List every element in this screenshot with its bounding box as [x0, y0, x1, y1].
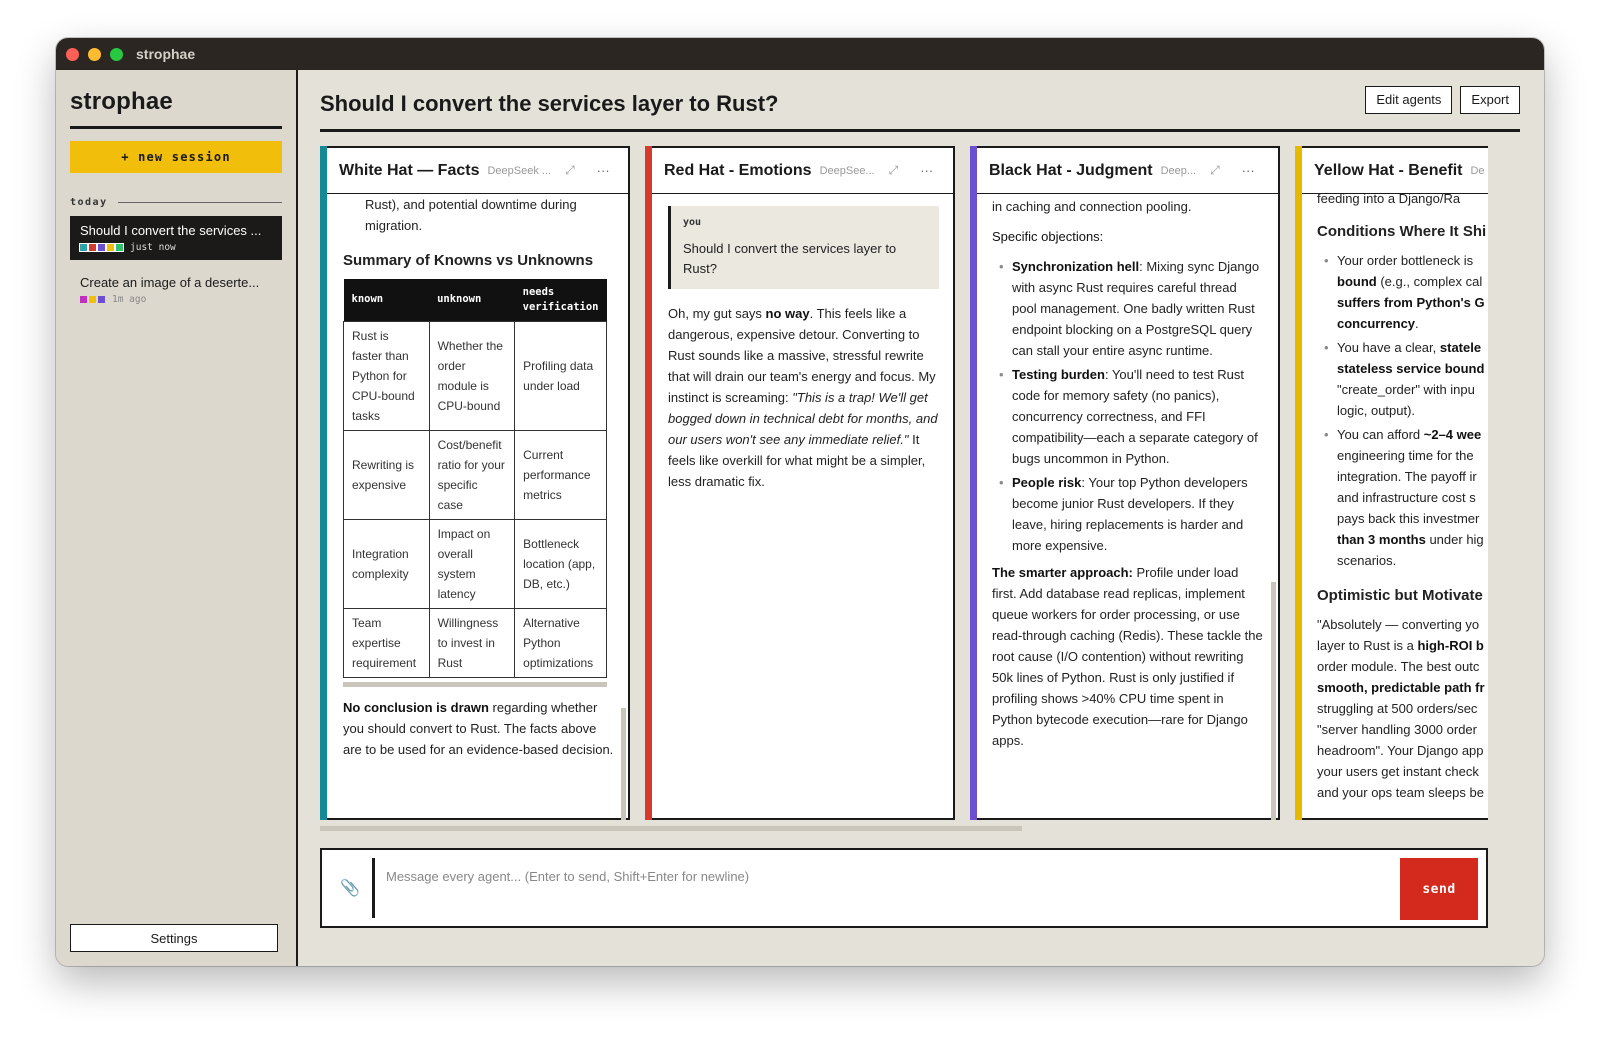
table-cell: Team expertise requirement: [344, 608, 430, 677]
agent-column-yellow-hat: [1295, 146, 1488, 820]
session-item[interactable]: [70, 268, 282, 312]
list-item: [992, 256, 1264, 361]
bold-text: bound: [1337, 274, 1377, 289]
table-cell: Cost/benefit ratio for your specific case: [429, 430, 515, 519]
bold-text: than 3 months: [1337, 532, 1426, 547]
agent-color-dot: [116, 244, 123, 251]
text-span: engineering time for the integration. The payoff ir and infrastructure cost s pays back this investmer: [1337, 448, 1480, 526]
vertical-scrollbar[interactable]: [1271, 582, 1276, 820]
bold-text: No conclusion is drawn: [343, 699, 489, 715]
agent-name: White Hat — Facts: [339, 161, 480, 179]
agent-header: [652, 148, 953, 194]
list-item: [992, 364, 1264, 469]
bold-text: high-ROI b: [1417, 638, 1484, 653]
bold-text: Synchronization hell: [1012, 259, 1140, 274]
table-row: [344, 519, 607, 608]
response-heading: Summary of Knowns vs Unknowns: [343, 252, 594, 269]
more-options-icon[interactable]: ···: [596, 163, 610, 178]
agent-column-white-hat: [320, 146, 630, 820]
app-window: [56, 38, 1544, 966]
text-span: : You'll need to test Rust code for memory safety (no panics), concurrency correctness, and FFI compatibility—each a separate category of bugs uncommon in Python.: [1012, 367, 1258, 466]
agent-model: DeepSee...: [819, 164, 875, 177]
brand-logo: strophae: [70, 88, 282, 129]
agent-color-dot: [89, 244, 96, 251]
table-cell: Willingness to invest in Rust: [429, 608, 515, 677]
export-button[interactable]: Export: [1460, 86, 1520, 114]
text-span: under hig scenarios.: [1337, 532, 1484, 568]
text-span: : Mixing sync Django with async Rust requires careful thread pool management. One badly written Rust endpoint blocking on a PostgreSQL query can stall your entire async runtime.: [1012, 259, 1260, 358]
response-text: Specific objections:: [992, 229, 1104, 244]
agent-color-bar: [645, 146, 652, 820]
list-item: [1317, 424, 1487, 571]
page-header: [320, 70, 1520, 132]
user-label: you: [683, 217, 702, 228]
page-title: Should I convert the services layer to Rust?: [320, 90, 779, 116]
window-title: strophae: [136, 46, 196, 62]
response-heading: Conditions Where It Shi: [1317, 223, 1487, 240]
bold-text: stateless service bound: [1337, 361, 1485, 376]
table-row: [344, 321, 607, 430]
bold-text: suffers from Python's G: [1337, 295, 1485, 310]
agent-response: [1302, 194, 1488, 818]
text-span: You have a clear,: [1337, 340, 1440, 355]
text-span: : Your top Python developers become junior Rust developers. If they leave, hiring replacements is harder and more expensive.: [1012, 475, 1248, 553]
session-title: Create an image of a deserte...: [80, 275, 260, 290]
main-panel: [298, 70, 1544, 966]
knowns-table: [343, 279, 607, 678]
agent-color-dot: [107, 244, 114, 251]
today-divider: [70, 197, 282, 208]
response-text: [992, 562, 1264, 751]
user-message-text: Should I convert the services layer to Rust?: [683, 241, 897, 276]
bold-text: People risk: [1012, 475, 1082, 490]
text-cursor-bar: [372, 858, 375, 918]
text-span: "Absolutely — converting yo layer to Rust is a: [1317, 617, 1480, 653]
agent-response: [327, 194, 628, 818]
bold-text: smooth, predictable path fr: [1317, 680, 1485, 695]
bold-text: statele: [1439, 340, 1482, 355]
more-options-icon[interactable]: ···: [1241, 163, 1255, 178]
agent-color-bar: [320, 146, 327, 820]
agent-header: [977, 148, 1278, 194]
agent-color-dot: [89, 296, 96, 303]
conditions-list: [1317, 250, 1487, 571]
expand-icon[interactable]: ⤢: [1210, 163, 1220, 177]
text-span: It feels like overkill for what might be a simpler, less dramatic fix.: [668, 432, 926, 489]
agent-response: [977, 194, 1278, 818]
session-time: 1m ago: [112, 294, 147, 305]
expand-icon[interactable]: ⤢: [888, 163, 899, 177]
more-options-icon[interactable]: ···: [920, 163, 934, 178]
text-span: "create_order" with inpu logic, output).: [1337, 382, 1475, 418]
agent-header: [327, 148, 628, 194]
table-row: [344, 608, 607, 677]
bold-text: The smarter approach:: [992, 565, 1133, 580]
agent-color-dot: [98, 244, 105, 251]
bold-text: concurrency: [1337, 316, 1416, 331]
paperclip-icon[interactable]: 📎: [340, 880, 360, 897]
response-text: in caching and connection pooling.: [992, 199, 1192, 214]
response-text: [1317, 614, 1488, 803]
table-header: known: [344, 279, 430, 321]
today-label: today: [70, 197, 108, 208]
agent-color-bar: [970, 146, 977, 820]
message-composer: [320, 848, 1488, 928]
agent-name: Red Hat - Emotions: [664, 161, 812, 179]
columns-horizontal-scrollbar[interactable]: [320, 826, 1022, 831]
table-cell: Integration complexity: [344, 519, 430, 608]
response-text: feeding into a Django/Ra: [1317, 194, 1461, 206]
agent-model: De: [1470, 164, 1485, 177]
table-cell: Impact on overall system latency: [429, 519, 515, 608]
agent-header: [1302, 148, 1488, 194]
text-span: struggling at 500 orders/sec "server handling 3000 order headroom". Your Django app your users get instant check and your ops team sleeps be: [1317, 701, 1484, 800]
expand-icon[interactable]: ⤢: [565, 163, 575, 177]
response-text: [668, 303, 939, 492]
agent-name: Black Hat - Judgment: [989, 161, 1153, 179]
bold-text: no way: [765, 306, 810, 321]
session-title: Should I convert the services ...: [80, 223, 262, 238]
table-cell: Rewriting is expensive: [344, 430, 430, 519]
send-button[interactable]: send: [1400, 858, 1478, 920]
session-meta: [80, 242, 272, 253]
table-row: [344, 430, 607, 519]
text-span: . This feels like a dangerous, expensive detour. Converting to Rust sounds like a massive, stressful rewrite that will drain our team's energy and focus. My instinct is screaming:: [668, 306, 936, 405]
session-item-active[interactable]: [70, 216, 282, 260]
maximize-window-button[interactable]: [110, 48, 123, 61]
settings-button[interactable]: Settings: [70, 924, 278, 952]
agent-color-dot: [98, 296, 105, 303]
table-header: needs verification: [515, 279, 607, 321]
edit-agents-button[interactable]: Edit agents: [1365, 86, 1452, 114]
text-span: Profile under load first. Add database read replicas, implement queue workers for order processing, or use read-through caching (Redis). These tackle the root cause (I/O contention) without rewriting 50k lines of Python. Rust is only justified if profiling shows >40% CPU time spent in Python bytecode execution—rare for Django apps.: [992, 565, 1263, 748]
list-item: [1317, 337, 1487, 421]
vertical-scrollbar[interactable]: [621, 708, 626, 820]
new-session-button[interactable]: + new session: [70, 141, 282, 173]
agent-column-red-hat: [645, 146, 955, 820]
table-cell: Whether the order module is CPU-bound: [429, 321, 515, 430]
bold-text: Testing burden: [1012, 367, 1105, 382]
agent-name: Yellow Hat - Benefit: [1314, 161, 1463, 179]
list-item: [1317, 250, 1487, 334]
divider-line: [118, 202, 282, 203]
text-span: .: [1415, 316, 1419, 331]
agent-color-bar: [1295, 146, 1302, 820]
table-cell: Alternative Python optimizations: [515, 608, 607, 677]
minimize-window-button[interactable]: [88, 48, 101, 61]
text-span: (e.g., complex cal: [1376, 274, 1483, 289]
response-text: [343, 697, 614, 760]
title-bar: [56, 38, 1544, 70]
table-header: unknown: [429, 279, 515, 321]
agent-column-black-hat: [970, 146, 1280, 820]
response-text: Rust), and potential downtime during migration.: [365, 197, 577, 233]
agent-columns[interactable]: [320, 146, 1488, 820]
close-window-button[interactable]: [66, 48, 79, 61]
text-span: Oh, my gut says: [668, 306, 766, 321]
table-cell: Bottleneck location (app, DB, etc.): [515, 519, 607, 608]
table-cell: Profiling data under load: [515, 321, 607, 430]
session-time: just now: [130, 242, 176, 253]
text-span: regarding whether you should convert to Rust. The facts above are to be used for an evidence-based decision.: [343, 699, 614, 757]
text-span: You can afford: [1337, 427, 1424, 442]
text-span: order module. The best outc: [1317, 659, 1480, 674]
text-span: Your order bottleneck is: [1337, 253, 1474, 268]
table-cell: Current performance metrics: [515, 430, 607, 519]
table-cell: Rust is faster than Python for CPU-bound tasks: [344, 321, 430, 430]
user-message: [668, 206, 939, 289]
list-item: [992, 472, 1264, 556]
table-horizontal-scrollbar[interactable]: [343, 682, 607, 687]
agent-color-dot: [80, 296, 87, 303]
agent-model: Deep...: [1160, 164, 1197, 177]
sidebar: [56, 70, 298, 966]
session-meta: [80, 294, 272, 305]
response-heading: Optimistic but Motivate: [1317, 587, 1483, 604]
agent-response: [652, 194, 953, 818]
agent-color-dot: [80, 244, 87, 251]
objections-list: [992, 256, 1264, 556]
agent-model: DeepSeek ...: [487, 164, 552, 177]
italic-text: "This is a trap! We'll get bogged down in technical debt for months, and our users won't see any immediate relief.": [668, 390, 938, 447]
bold-text: ~2–4 wee: [1423, 427, 1482, 442]
message-input[interactable]: Message every agent... (Enter to send, Shift+Enter for newline): [386, 869, 750, 884]
